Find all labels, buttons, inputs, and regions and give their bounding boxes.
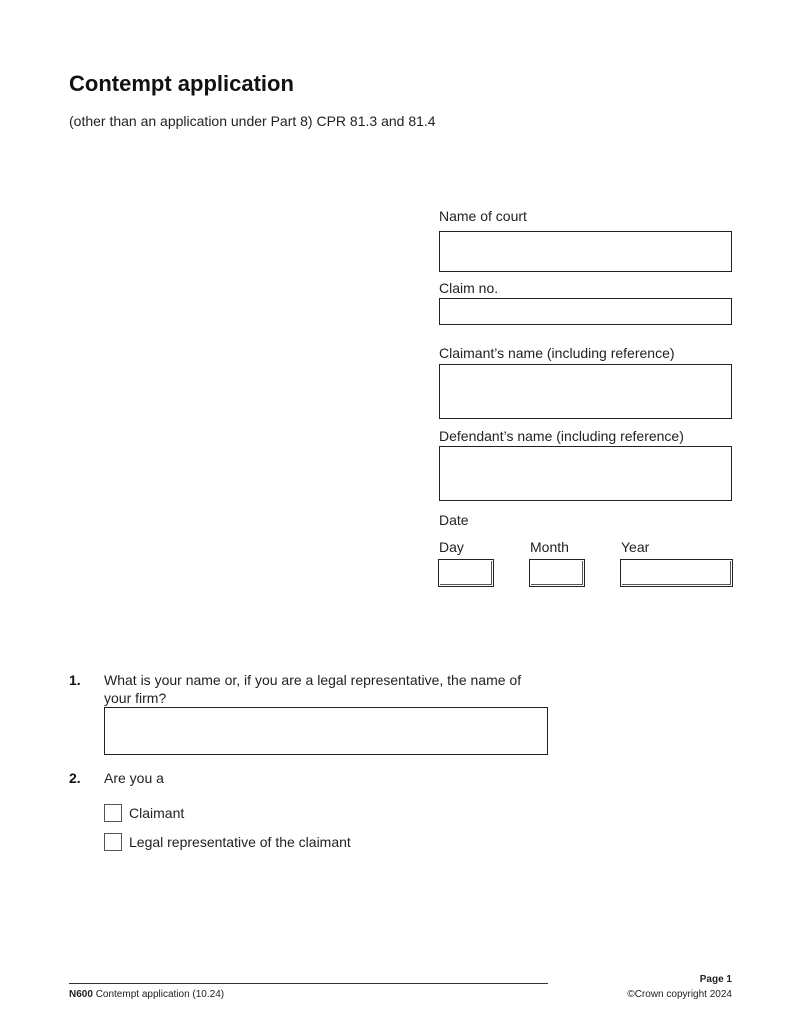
defendant-name-label: Defendant’s name (including reference)	[439, 428, 684, 444]
month-label: Month	[530, 539, 569, 555]
court-name-label: Name of court	[439, 208, 527, 224]
claimant-option-label: Claimant	[129, 805, 185, 821]
day-label: Day	[439, 539, 464, 555]
question-1-text-line1: What is your name or, if you are a legal representative, the name of	[104, 672, 522, 688]
form-code: N600	[69, 989, 93, 1000]
legal-representative-checkbox[interactable]	[104, 833, 122, 851]
page-subtitle: (other than an application under Part 8) CPR 81.3 and 81.4	[69, 113, 436, 129]
question-1-text-line2: your firm?	[104, 690, 167, 706]
month-field[interactable]	[529, 559, 585, 587]
applicant-name-field[interactable]	[104, 707, 548, 755]
question-1-number: 1.	[69, 672, 81, 688]
day-field[interactable]	[438, 559, 494, 587]
claimant-name-field[interactable]	[439, 364, 732, 419]
claimant-checkbox[interactable]	[104, 804, 122, 822]
year-field[interactable]	[620, 559, 733, 587]
footer-divider	[69, 983, 548, 984]
copyright-notice: ©Crown copyright 2024	[627, 989, 732, 1000]
claimant-name-label: Claimant’s name (including reference)	[439, 345, 675, 361]
claim-number-label: Claim no.	[439, 280, 499, 296]
page-title: Contempt application	[69, 71, 294, 96]
question-2-text: Are you a	[104, 770, 164, 786]
legal-representative-option-label: Legal representative of the claimant	[129, 834, 351, 850]
question-2-number: 2.	[69, 770, 81, 786]
page-number: Page 1	[699, 974, 732, 985]
year-label: Year	[621, 539, 650, 555]
claim-number-field[interactable]	[439, 298, 732, 325]
court-name-field[interactable]	[439, 231, 732, 272]
form-name: Contempt application (10.24)	[95, 989, 225, 1000]
defendant-name-field[interactable]	[439, 446, 732, 501]
footer-form-id	[69, 989, 224, 1000]
date-label: Date	[439, 512, 469, 528]
